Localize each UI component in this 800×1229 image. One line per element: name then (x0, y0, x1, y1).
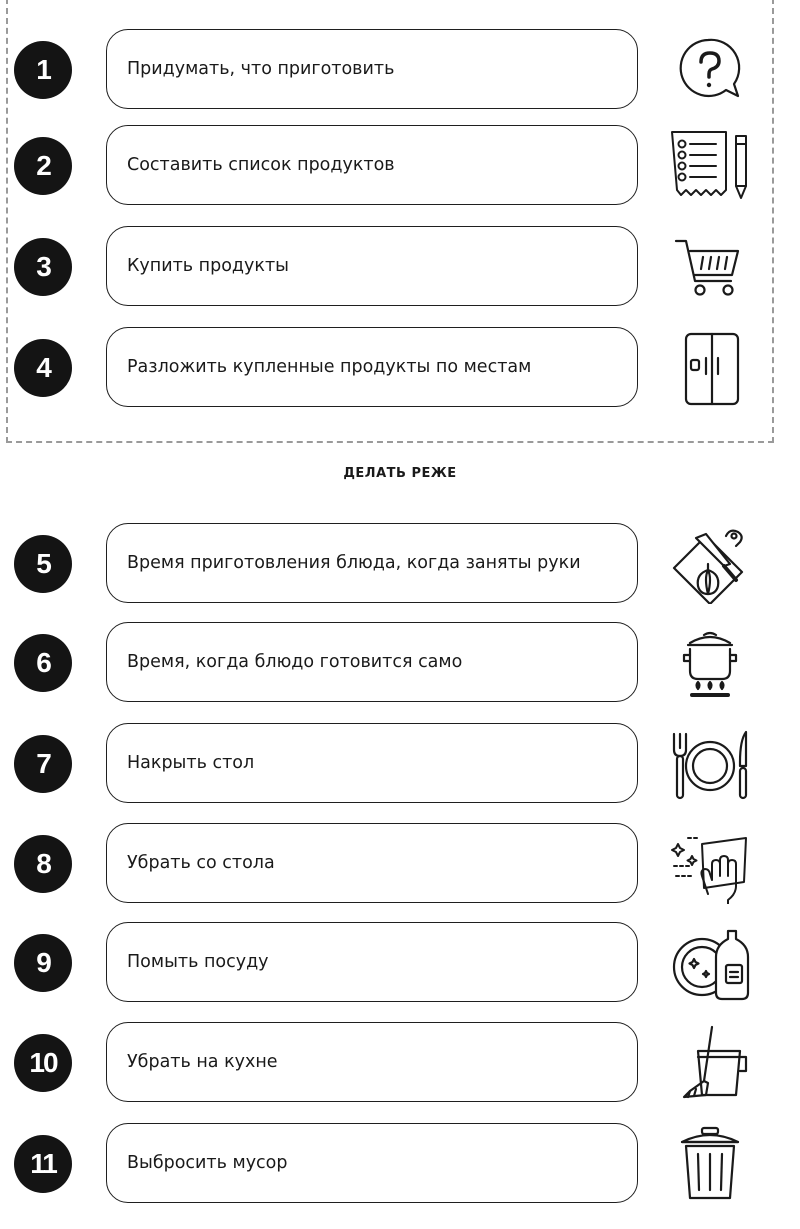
task-row (0, 29, 800, 111)
pot-on-stove-icon (668, 623, 752, 703)
task-number: 5 (14, 535, 72, 593)
task-row (0, 327, 800, 409)
task-box (106, 622, 638, 702)
task-label: Составить список продуктов (127, 155, 395, 175)
task-label: Накрыть стол (127, 753, 255, 773)
task-label: Помыть посуду (127, 952, 269, 972)
task-box (106, 327, 638, 407)
task-number: 2 (14, 137, 72, 195)
task-box (106, 1022, 638, 1102)
task-label: Время приготовления блюда, когда заняты руки (127, 553, 581, 573)
task-row (0, 125, 800, 207)
task-label: Купить продукты (127, 256, 289, 276)
task-number: 6 (14, 634, 72, 692)
task-box (106, 226, 638, 306)
task-box (106, 1123, 638, 1203)
section-divider-label: ДЕЛАТЬ РЕЖЕ (343, 466, 457, 481)
task-label: Время, когда блюдо готовится само (127, 652, 463, 672)
checklist-pencil-icon (668, 126, 752, 206)
task-row (0, 523, 800, 605)
fridge-icon (668, 328, 752, 408)
task-box (106, 523, 638, 603)
task-row (0, 723, 800, 805)
task-number: 11 (14, 1135, 72, 1193)
question-bubble-icon (668, 30, 752, 110)
task-label: Разложить купленные продукты по местам (127, 357, 532, 377)
task-row (0, 823, 800, 905)
shopping-cart-icon (668, 227, 752, 307)
task-number: 3 (14, 238, 72, 296)
task-number: 7 (14, 735, 72, 793)
task-label: Убрать на кухне (127, 1052, 278, 1072)
task-number: 4 (14, 339, 72, 397)
task-row (0, 226, 800, 308)
plate-fork-knife-icon (668, 724, 752, 804)
task-number: 10 (14, 1034, 72, 1092)
task-row (0, 922, 800, 1004)
task-label: Выбросить мусор (127, 1153, 288, 1173)
task-box (106, 922, 638, 1002)
wiping-cloth-icon (668, 824, 752, 904)
task-label: Убрать со стола (127, 853, 275, 873)
task-number: 1 (14, 41, 72, 99)
task-box (106, 723, 638, 803)
task-row (0, 1022, 800, 1104)
task-row (0, 1123, 800, 1205)
dish-soap-plate-icon (668, 923, 752, 1003)
task-number: 8 (14, 835, 72, 893)
trash-can-icon (668, 1124, 752, 1204)
task-label: Придумать, что приготовить (127, 59, 395, 79)
mop-bucket-icon (668, 1023, 752, 1103)
cutting-board-knife-onion-icon (668, 524, 752, 604)
task-box (106, 125, 638, 205)
task-box (106, 29, 638, 109)
task-number: 9 (14, 934, 72, 992)
task-box (106, 823, 638, 903)
task-row (0, 622, 800, 704)
